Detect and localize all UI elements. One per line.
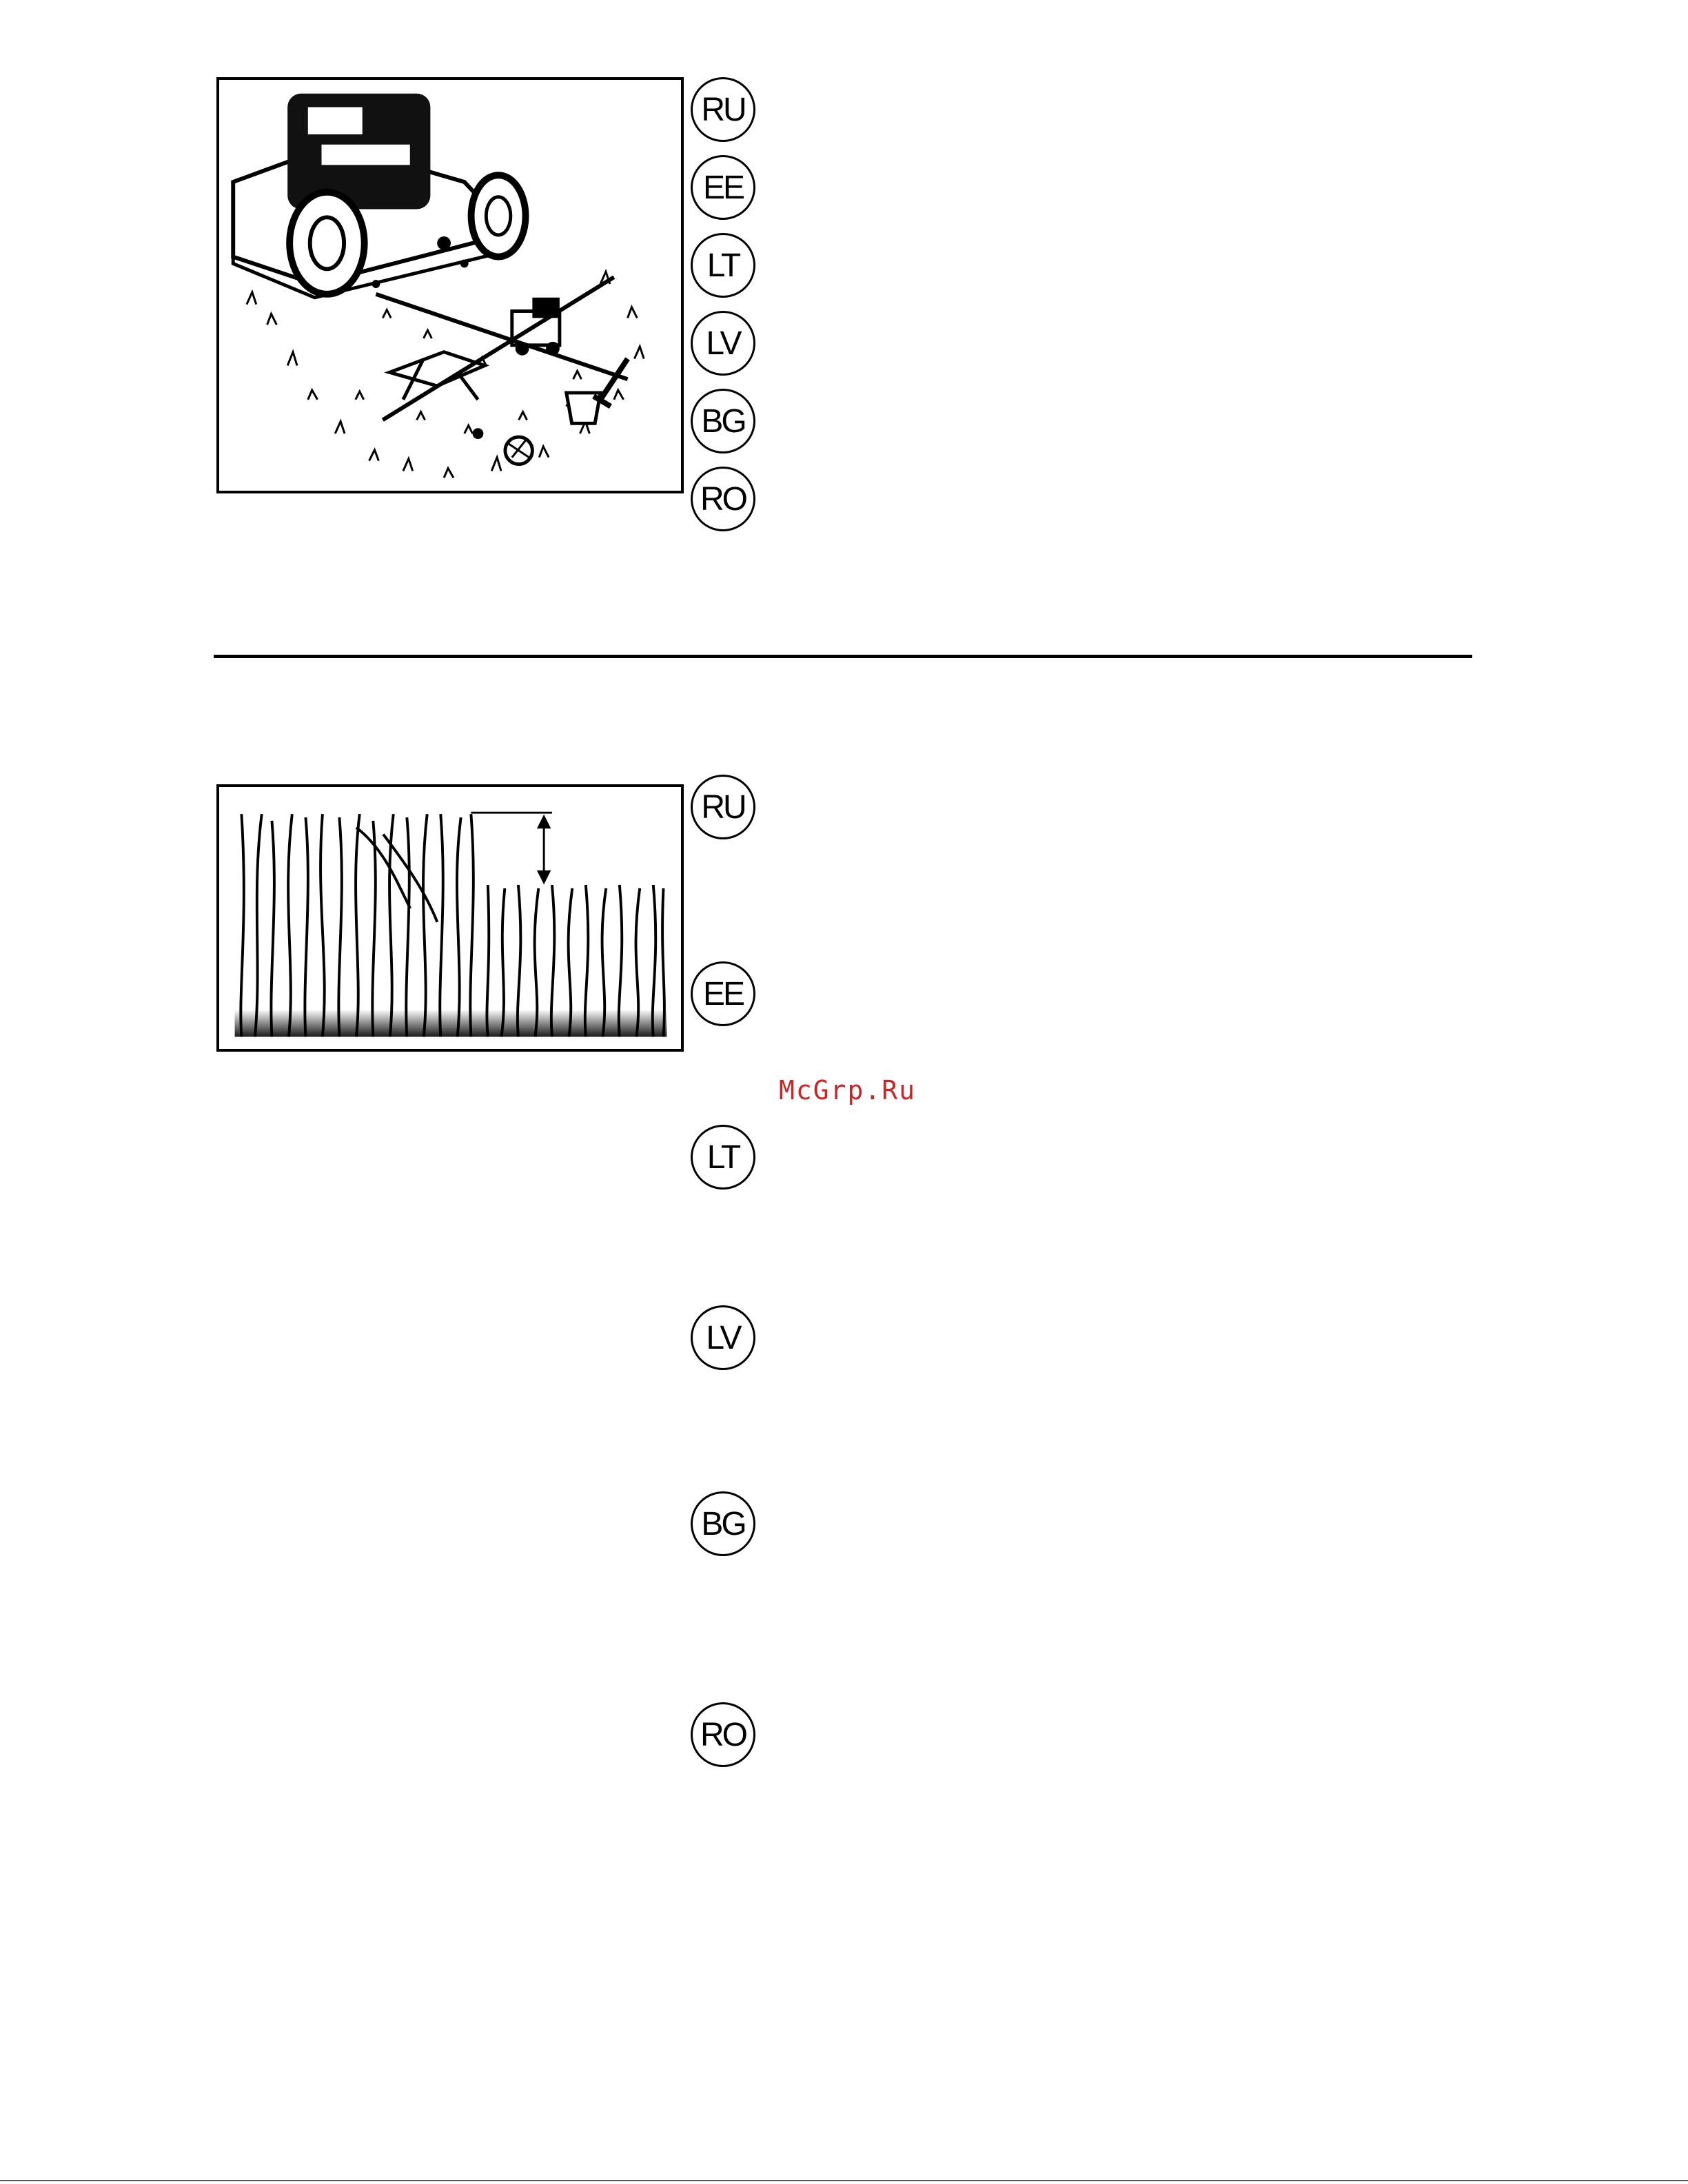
language-badge-bg: BG (691, 389, 755, 453)
language-badge-ru: RU (691, 77, 755, 142)
grass-height-illustration-panel (216, 784, 684, 1052)
language-badge-lt: LT (691, 233, 755, 298)
language-badge-bg: BG (691, 1491, 755, 1556)
height-arrow-icon (471, 813, 552, 882)
lawnmower-illustration (219, 80, 681, 491)
language-badge-lv: LV (691, 311, 755, 376)
language-badge-ro: RO (691, 467, 755, 531)
lawnmower-illustration-panel (216, 77, 684, 493)
language-badge-ee: EE (691, 155, 755, 220)
watermark-text: McGrp.Ru (779, 1075, 917, 1105)
language-badge-ro: RO (691, 1702, 755, 1767)
language-badge-lt: LT (691, 1125, 755, 1190)
language-badge-lv: LV (691, 1305, 755, 1370)
language-badge-ee: EE (691, 961, 755, 1026)
grass-height-illustration (219, 787, 681, 1049)
footer-line (0, 2180, 1688, 2181)
language-badge-ru: RU (691, 775, 755, 839)
section-divider (214, 655, 1472, 658)
